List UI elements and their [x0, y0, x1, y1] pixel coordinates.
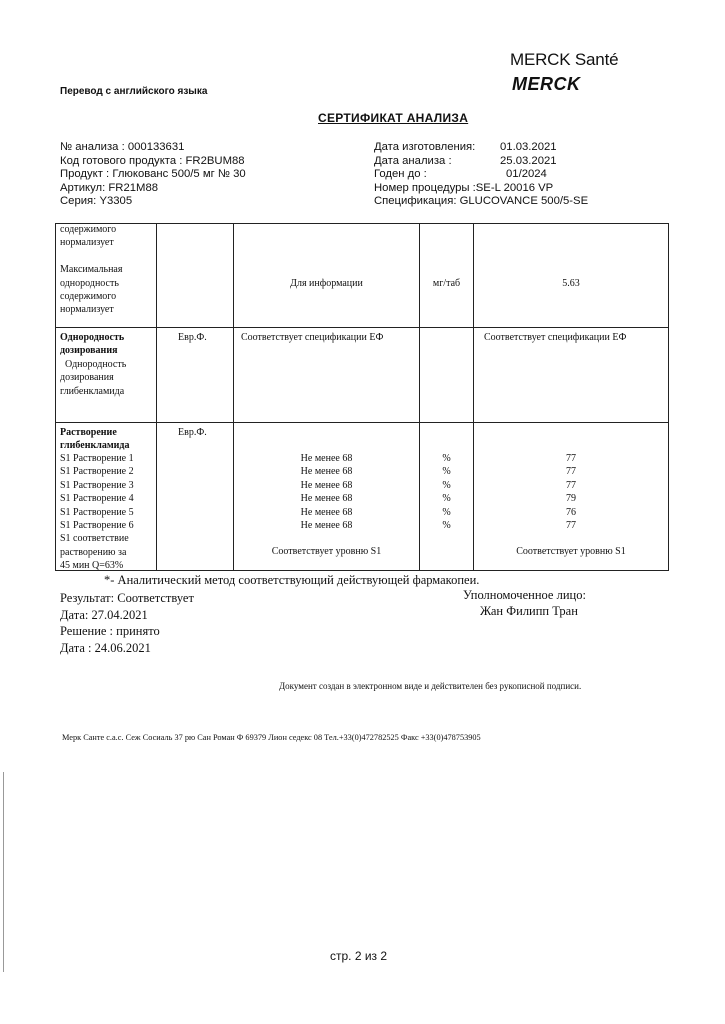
table-row-divider	[56, 327, 668, 328]
row2-result: Соответствует спецификации ЕФ	[484, 332, 627, 343]
meta-manufacture-date: 01.03.2021	[500, 141, 557, 153]
table-col-divider	[156, 224, 157, 570]
dissolution-specs: Не менее 68 Не менее 68 Не менее 68 Не менее 68 Не менее 68 Не менее 68	[300, 453, 353, 532]
result-date: Дата: 27.04.2021	[60, 607, 148, 622]
certificate-title: СЕРТИФИКАТ АНАЛИЗА	[318, 111, 469, 125]
summary-spec: Соответствует уровню S1	[271, 546, 382, 557]
meta-analysis-label: Дата анализа :	[374, 154, 452, 167]
meta-left-block	[60, 141, 246, 209]
company-address: Мерк Санте с.а.с. Сеж Сосиаль 37 рю Сан Роман Ф 69379 Лион седекс 08 Тел.+33(0)472782525 Факс +33(0)478753905	[62, 733, 481, 742]
meta-analysis-no: № анализа : 000133631	[60, 141, 185, 153]
dissolution-results: 77 77 77 79 76 77	[566, 453, 576, 532]
dissolution-names: S1 Растворение 1 S1 Растворение 2 S1 Растворение 3 S1 Растворение 4 S1 Растворение 5 S1 Растворение 6 S1 соответствие растворению за 45 мин Q=63%	[60, 453, 134, 572]
meta-product: Продукт : Глюкованс 500/5 мг № 30	[60, 168, 246, 180]
table-row-divider	[56, 422, 668, 423]
result-text: Результат: Соответствует	[60, 591, 194, 605]
list-item: S1 Растворение 4	[60, 493, 134, 505]
page-number: стр. 2 из 2	[330, 949, 388, 963]
meta-right-block	[374, 141, 614, 211]
margin-line	[3, 772, 4, 972]
brand-name: MERCK Santé	[510, 50, 619, 69]
merck-logo: MERCK	[512, 74, 581, 94]
meta-expiry-label: Годен до :	[374, 168, 427, 180]
meta-article: Артикул: FR21M88	[60, 181, 159, 194]
row2-name: Однородность дозирования Однородность дозирования глибенкламида	[60, 332, 127, 397]
meta-analysis-date: 25.03.2021	[500, 154, 557, 167]
row3-method: Евр.Ф.	[178, 427, 207, 438]
row1-unit: мг/таб	[432, 278, 461, 289]
row3-title: Растворение глибенкламида	[60, 427, 130, 452]
list-item: S1 Растворение 3	[60, 479, 134, 491]
meta-procedure: Номер процедуры :SE-L 20016 VP	[374, 181, 554, 194]
analysis-table	[55, 223, 669, 571]
decision-date: Дата : 24.06.2021	[60, 640, 151, 655]
result-block	[60, 590, 194, 656]
meta-series: Серия: Y3305	[60, 195, 133, 207]
authorized-name: Жан Филипп Тран	[480, 604, 578, 618]
decision-text: Решение : принято	[60, 624, 160, 638]
meta-specification: Спецификация: GLUCOVANCE 500/5-SE	[374, 195, 589, 207]
list-item: S1 Растворение 5	[60, 506, 134, 518]
meta-expiry-date: 01/2024	[506, 168, 547, 180]
row2-spec: Соответствует спецификации ЕФ	[241, 332, 384, 343]
meta-product-code: Код готового продукта : FR2BUM88	[60, 154, 245, 167]
list-item: S1 Растворение 6	[60, 520, 134, 532]
summary-result: Соответствует уровню S1	[516, 546, 626, 557]
electronic-note: Документ создан в электронном виде и действителен без рукописной подписи.	[279, 681, 582, 691]
list-item: S1 Растворение 2	[60, 466, 134, 478]
authorized-label: Уполномоченное лицо:	[463, 588, 586, 602]
row2-method: Евр.Ф.	[178, 332, 207, 343]
list-item: S1 Растворение 1	[60, 453, 134, 464]
row1-name: содержимого нормализует Максимальная однородность содержимого нормализует	[60, 224, 123, 316]
translation-note: Перевод с английского языка	[60, 86, 208, 97]
meta-manufacture-label: Дата изготовления:	[374, 141, 476, 153]
method-note: *- Аналитический метод соответствующий действующей фармакопеи.	[104, 573, 480, 587]
row1-spec: Для информации	[290, 278, 363, 289]
dissolution-units: % % % % % %	[442, 453, 451, 532]
row1-result: 5.63	[562, 278, 580, 289]
